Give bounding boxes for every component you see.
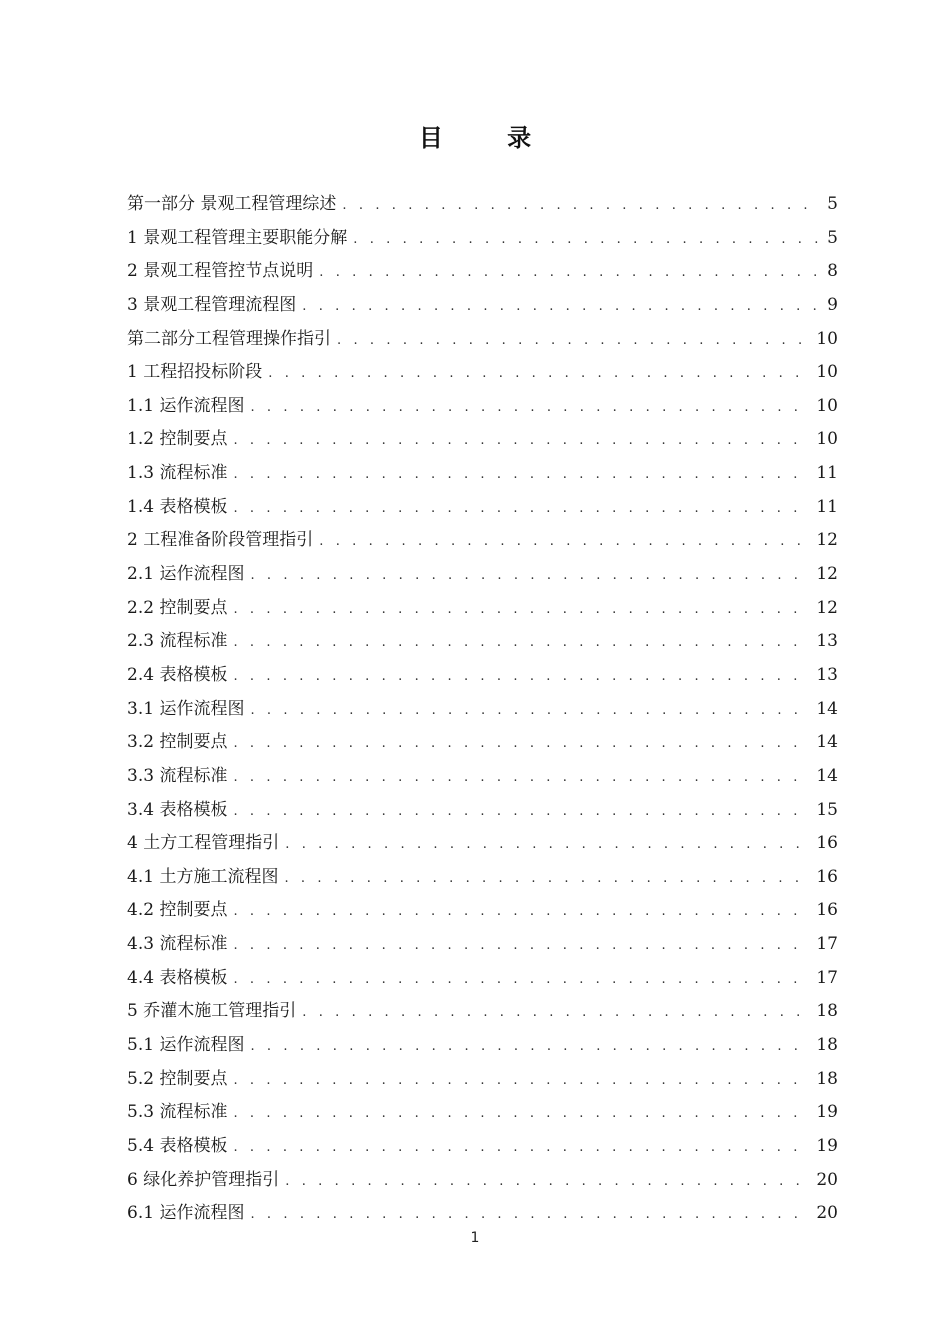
toc-entry-label: 3.2 控制要点: [127, 732, 228, 753]
toc-entry-label: 4.4 表格模板: [127, 967, 228, 988]
toc-entry[interactable]: [127, 894, 838, 928]
toc-entry[interactable]: [127, 524, 838, 558]
toc-dot-leader: [342, 189, 818, 223]
toc-entry-label: 3.1 运作流程图: [127, 698, 245, 719]
toc-entry[interactable]: [127, 390, 838, 424]
toc-entry[interactable]: [127, 625, 838, 659]
toc-entry-page: 15: [816, 799, 838, 820]
toc-dot-leader: [233, 424, 810, 458]
toc-entry-page: 17: [816, 934, 838, 955]
toc-entry-page: 5: [827, 194, 838, 214]
toc-dot-leader: [233, 626, 810, 660]
toc-entry[interactable]: [127, 289, 838, 323]
toc-entry-label: 5 乔灌木施工管理指引: [127, 1001, 297, 1022]
toc-entry-label: 4.1 土方施工流程图: [127, 866, 279, 887]
toc-entry[interactable]: [127, 1164, 838, 1198]
toc-entry-label: 1 景观工程管理主要职能分解: [127, 227, 348, 248]
toc-entry[interactable]: [127, 995, 838, 1029]
toc-entry[interactable]: [127, 491, 838, 525]
table-of-contents: [127, 188, 838, 1231]
toc-entry-page: 18: [816, 1068, 838, 1089]
toc-dot-leader: [285, 828, 810, 862]
toc-entry-label: 1 工程招投标阶段: [127, 362, 263, 383]
toc-dot-leader: [233, 458, 810, 492]
toc-entry-page: 19: [816, 1135, 838, 1156]
toc-entry-page: 8: [827, 261, 838, 282]
toc-entry-page: 5: [827, 227, 838, 248]
toc-dot-leader: [233, 1097, 810, 1131]
toc-entry[interactable]: [127, 659, 838, 693]
toc-entry-page: 14: [816, 732, 838, 753]
toc-entry[interactable]: [127, 827, 838, 861]
page-title: 目 录: [418, 124, 560, 152]
toc-dot-leader: [302, 996, 810, 1030]
toc-entry[interactable]: [127, 861, 838, 895]
page-number: 1: [470, 1230, 480, 1246]
toc-entry-page: 13: [816, 664, 838, 685]
toc-dot-leader: [353, 223, 818, 257]
toc-entry-label: 2.4 表格模板: [127, 664, 228, 685]
toc-dot-leader: [233, 727, 810, 761]
toc-entry[interactable]: [127, 962, 838, 996]
toc-dot-leader: [268, 357, 810, 391]
toc-dot-leader: [250, 559, 810, 593]
toc-entry[interactable]: [127, 255, 838, 289]
toc-entry-label: 第二部分工程管理操作指引: [127, 328, 331, 349]
toc-entry[interactable]: [127, 323, 838, 357]
toc-dot-leader: [233, 929, 810, 963]
toc-entry-page: 16: [816, 833, 838, 854]
toc-entry[interactable]: [127, 558, 838, 592]
toc-entry[interactable]: [127, 794, 838, 828]
toc-dot-leader: [233, 593, 810, 627]
toc-entry-page: 11: [816, 496, 838, 517]
toc-entry[interactable]: [127, 592, 838, 626]
toc-dot-leader: [250, 694, 810, 728]
toc-entry-page: 14: [816, 698, 838, 719]
toc-dot-leader: [284, 862, 810, 896]
toc-entry-label: 2 工程准备阶段管理指引: [127, 530, 314, 551]
toc-entry[interactable]: [127, 1197, 838, 1231]
toc-entry-page: 11: [816, 463, 838, 484]
toc-entry-label: 6 绿化养护管理指引: [127, 1169, 280, 1190]
toc-dot-leader: [250, 391, 810, 425]
toc-entry[interactable]: [127, 1029, 838, 1063]
toc-entry-label: 2 景观工程管控节点说明: [127, 261, 314, 282]
toc-entry-page: 20: [816, 1203, 838, 1224]
toc-entry-label: 第一部分 景观工程管理综述: [127, 194, 337, 214]
toc-entry-page: 16: [816, 866, 838, 887]
toc-entry-label: 5.1 运作流程图: [127, 1035, 245, 1056]
toc-dot-leader: [233, 795, 810, 829]
toc-entry-page: 9: [827, 294, 838, 315]
toc-entry-page: 12: [816, 597, 838, 618]
toc-dot-leader: [233, 761, 810, 795]
toc-dot-leader: [233, 1064, 810, 1098]
toc-dot-leader: [233, 895, 810, 929]
toc-entry[interactable]: [127, 928, 838, 962]
toc-entry[interactable]: [127, 356, 838, 390]
toc-entry-page: 17: [816, 967, 838, 988]
toc-dot-leader: [233, 492, 810, 526]
toc-entry-label: 5.3 流程标准: [127, 1102, 228, 1123]
toc-entry-page: 18: [816, 1035, 838, 1056]
toc-entry-label: 1.3 流程标准: [127, 463, 228, 484]
toc-dot-leader: [319, 256, 818, 290]
toc-entry-page: 20: [816, 1169, 838, 1190]
toc-entry-label: 6.1 运作流程图: [127, 1203, 245, 1224]
toc-entry[interactable]: [127, 1130, 838, 1164]
toc-entry-page: 13: [816, 631, 838, 652]
toc-entry-label: 4.2 控制要点: [127, 900, 228, 921]
toc-entry[interactable]: [127, 188, 838, 222]
toc-dot-leader: [233, 963, 810, 997]
toc-dot-leader: [319, 525, 810, 559]
toc-entry[interactable]: [127, 222, 838, 256]
toc-dot-leader: [337, 324, 810, 358]
toc-entry-label: 2.1 运作流程图: [127, 564, 245, 585]
toc-entry[interactable]: [127, 693, 838, 727]
toc-entry-page: 12: [816, 530, 838, 551]
toc-entry-label: 1.4 表格模板: [127, 496, 228, 517]
toc-dot-leader: [250, 1030, 810, 1064]
toc-entry[interactable]: [127, 1096, 838, 1130]
toc-entry-label: 5.2 控制要点: [127, 1068, 228, 1089]
toc-entry-label: 4 土方工程管理指引: [127, 833, 280, 854]
toc-entry-label: 4.3 流程标准: [127, 934, 228, 955]
toc-entry-page: 18: [816, 1001, 838, 1022]
toc-entry-label: 1.1 运作流程图: [127, 395, 245, 416]
toc-dot-leader: [285, 1165, 810, 1199]
toc-entry-label: 2.3 流程标准: [127, 631, 228, 652]
toc-entry-page: 10: [816, 395, 838, 416]
toc-entry-page: 14: [816, 765, 838, 786]
toc-dot-leader: [233, 660, 810, 694]
toc-entry-label: 2.2 控制要点: [127, 597, 228, 618]
toc-entry-page: 16: [816, 900, 838, 921]
toc-entry-page: 19: [816, 1102, 838, 1123]
toc-entry-page: 10: [816, 429, 838, 450]
toc-entry-label: 3.4 表格模板: [127, 799, 228, 820]
toc-entry-label: 1.2 控制要点: [127, 429, 228, 450]
toc-entry-page: 10: [816, 328, 838, 349]
toc-entry-label: 5.4 表格模板: [127, 1135, 228, 1156]
toc-dot-leader: [233, 1131, 810, 1165]
toc-entry[interactable]: [127, 760, 838, 794]
toc-entry-label: 3.3 流程标准: [127, 765, 228, 786]
toc-entry-page: 12: [816, 564, 838, 585]
toc-dot-leader: [302, 290, 818, 324]
toc-entry[interactable]: [127, 1063, 838, 1097]
toc-entry[interactable]: [127, 423, 838, 457]
toc-entry-label: 3 景观工程管理流程图: [127, 294, 297, 315]
toc-entry[interactable]: [127, 457, 838, 491]
toc-entry[interactable]: [127, 726, 838, 760]
toc-dot-leader: [250, 1198, 810, 1232]
toc-entry-page: 10: [816, 362, 838, 383]
